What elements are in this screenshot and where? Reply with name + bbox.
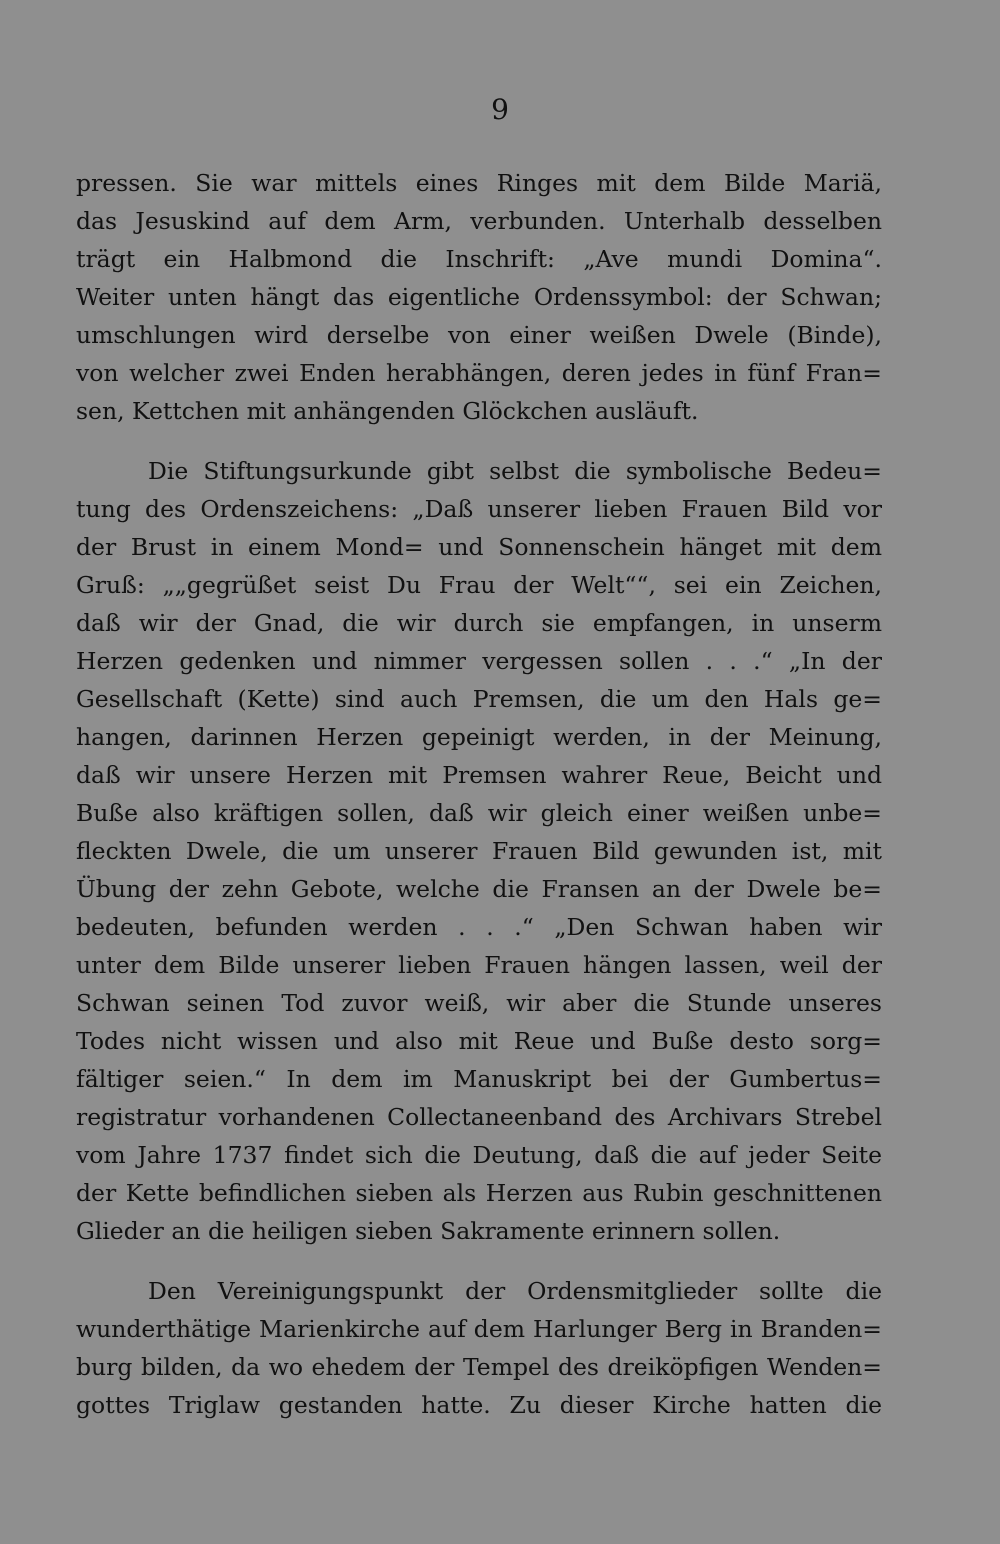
text-line: der Brust in einem Mond= und Sonnenschein hänget mit dem <box>76 533 882 561</box>
text-line: hangen, darinnen Herzen gepeinigt werden, in der Meinung, <box>76 723 882 751</box>
paragraph-1 <box>76 164 882 430</box>
text-line: Schwan seinen Tod zuvor weiß, wir aber die Stunde unseres <box>76 989 882 1017</box>
text-line: Den Vereinigungspunkt der Ordensmitglieder sollte die <box>148 1277 882 1305</box>
text-line: Herzen gedenken und nimmer vergessen sollen . . .“ „In der <box>76 647 882 675</box>
paragraph-3 <box>76 1272 882 1424</box>
text-line: wunderthätige Marienkirche auf dem Harlunger Berg in Branden= <box>76 1315 882 1343</box>
text-line: fleckten Dwele, die um unserer Frauen Bild gewunden ist, mit <box>76 837 882 865</box>
text-line: bedeuten, befunden werden . . .“ „Den Schwan haben wir <box>76 913 882 941</box>
text-line: fältiger seien.“ In dem im Manuskript bei der Gumbertus= <box>76 1065 882 1093</box>
text-line: der Kette befindlichen sieben als Herzen aus Rubin geschnittenen <box>76 1179 882 1207</box>
text-line: tung des Ordenszeichens: „Daß unserer lieben Frauen Bild vor <box>76 495 882 523</box>
text-line: das Jesuskind auf dem Arm, verbunden. Unterhalb desselben <box>76 207 882 235</box>
text-line: Weiter unten hängt das eigentliche Ordenssymbol: der Schwan; <box>76 283 882 311</box>
text-line: registratur vorhandenen Collectaneenband des Archivars Strebel <box>76 1103 882 1131</box>
text-line: von welcher zwei Enden herabhängen, deren jedes in fünf Fran= <box>76 359 882 387</box>
text-line: umschlungen wird derselbe von einer weißen Dwele (Binde), <box>76 321 882 349</box>
text-line: gottes Triglaw gestanden hatte. Zu dieser Kirche hatten die <box>76 1391 882 1419</box>
text-line: Todes nicht wissen und also mit Reue und Buße desto sorg= <box>76 1027 882 1055</box>
text-line: daß wir unsere Herzen mit Premsen wahrer Reue, Beicht und <box>76 761 882 789</box>
text-line: trägt ein Halbmond die Inschrift: „Ave mundi Domina“. <box>76 245 882 273</box>
text-line: sen, Kettchen mit anhängenden Glöckchen ausläuft. <box>76 397 699 425</box>
text-line: Gruß: „„gegrüßet seist Du Frau der Welt““, sei ein Zeichen, <box>76 571 882 599</box>
text-line: unter dem Bilde unserer lieben Frauen hängen lassen, weil der <box>76 951 882 979</box>
page-number: 9 <box>491 93 509 126</box>
paragraph-2 <box>76 452 882 1250</box>
text-line: burg bilden, da wo ehedem der Tempel des dreiköpfigen Wenden= <box>76 1353 882 1381</box>
text-line: Übung der zehn Gebote, welche die Fransen an der Dwele be= <box>76 875 882 903</box>
text-line: pressen. Sie war mittels eines Ringes mit dem Bilde Mariä, <box>76 169 882 197</box>
text-line: vom Jahre 1737 findet sich die Deutung, daß die auf jeder Seite <box>76 1141 882 1169</box>
text-line: Glieder an die heiligen sieben Sakramente erinnern sollen. <box>76 1217 781 1245</box>
text-line: Die Stiftungsurkunde gibt selbst die symbolische Bedeu= <box>148 457 882 485</box>
text-line: Buße also kräftigen sollen, daß wir gleich einer weißen unbe= <box>76 799 882 827</box>
text-line: daß wir der Gnad, die wir durch sie empfangen, in unserm <box>76 609 882 637</box>
text-line: Gesellschaft (Kette) sind auch Premsen, die um den Hals ge= <box>76 685 882 713</box>
